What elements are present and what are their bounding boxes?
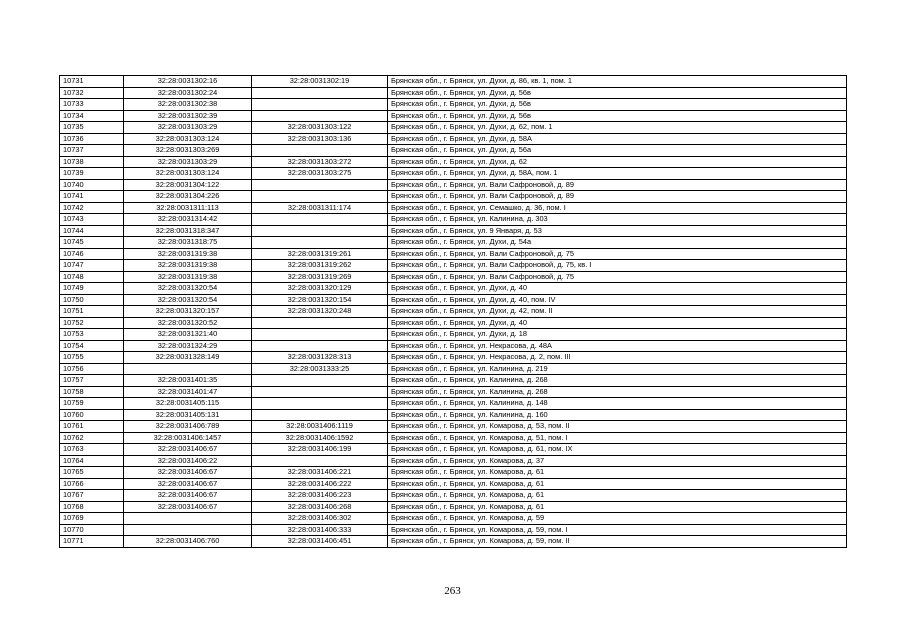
table-row xyxy=(60,214,847,226)
cadastral-number-cell: 32:28:0031406:67 xyxy=(124,490,252,502)
cadastral-number-cell: 32:28:0031406:22 xyxy=(124,455,252,467)
row-number-cell: 10749 xyxy=(60,283,124,295)
object-cadastral-number-cell: 32:28:0031406:451 xyxy=(252,536,388,548)
row-number-cell: 10747 xyxy=(60,260,124,272)
cadastral-number-cell: 32:28:0031314:42 xyxy=(124,214,252,226)
address-cell: Брянская обл., г. Брянск, ул. Духи, д. 62, пом. 1 xyxy=(388,122,847,134)
cadastral-number-cell: 32:28:0031304:226 xyxy=(124,191,252,203)
cadastral-number-cell: 32:28:0031401:35 xyxy=(124,375,252,387)
address-cell: Брянская обл., г. Брянск, ул. Духи, д. 18 xyxy=(388,329,847,341)
object-cadastral-number-cell: 32:28:0031406:268 xyxy=(252,501,388,513)
row-number-cell: 10751 xyxy=(60,306,124,318)
object-cadastral-number-cell xyxy=(252,99,388,111)
cadastral-number-cell: 32:28:0031303:124 xyxy=(124,133,252,145)
object-cadastral-number-cell xyxy=(252,340,388,352)
cadastral-number-cell: 32:28:0031319:38 xyxy=(124,248,252,260)
row-number-cell: 10743 xyxy=(60,214,124,226)
cadastral-number-cell: 32:28:0031318:75 xyxy=(124,237,252,249)
table-row xyxy=(60,225,847,237)
address-cell: Брянская обл., г. Брянск, ул. Комарова, д. 61 xyxy=(388,501,847,513)
address-cell: Брянская обл., г. Брянск, ул. Комарова, д. 61 xyxy=(388,467,847,479)
object-cadastral-number-cell: 32:28:0031333:25 xyxy=(252,363,388,375)
cadastral-number-cell: 32:28:0031320:157 xyxy=(124,306,252,318)
address-cell: Брянская обл., г. Брянск, ул. Духи, д. 56в xyxy=(388,99,847,111)
table-row xyxy=(60,467,847,479)
table-row xyxy=(60,513,847,525)
address-cell: Брянская обл., г. Брянск, ул. Комарова, д. 51, пом. I xyxy=(388,432,847,444)
cadastral-number-cell: 32:28:0031406:1457 xyxy=(124,432,252,444)
cadastral-number-cell: 32:28:0031406:67 xyxy=(124,478,252,490)
row-number-cell: 10737 xyxy=(60,145,124,157)
table-row xyxy=(60,524,847,536)
address-cell: Брянская обл., г. Брянск, ул. Комарова, д. 59 xyxy=(388,513,847,525)
object-cadastral-number-cell: 32:28:0031319:269 xyxy=(252,271,388,283)
address-cell: Брянская обл., г. Брянск, ул. Духи, д. 54а xyxy=(388,237,847,249)
cadastral-number-cell: 32:28:0031406:67 xyxy=(124,444,252,456)
object-cadastral-number-cell xyxy=(252,398,388,410)
address-cell: Брянская обл., г. Брянск, ул. Калинина, д. 303 xyxy=(388,214,847,226)
row-number-cell: 10767 xyxy=(60,490,124,502)
table-row xyxy=(60,352,847,364)
address-cell: Брянская обл., г. Брянск, ул. Семашко, д. 36, пом. I xyxy=(388,202,847,214)
address-cell: Брянская обл., г. Брянск, ул. Комарова, д. 53, пом. II xyxy=(388,421,847,433)
cadastral-number-cell: 32:28:0031319:38 xyxy=(124,260,252,272)
address-cell: Брянская обл., г. Брянск, ул. Комарова, д. 61 xyxy=(388,490,847,502)
row-number-cell: 10766 xyxy=(60,478,124,490)
object-cadastral-number-cell: 32:28:0031303:275 xyxy=(252,168,388,180)
object-cadastral-number-cell xyxy=(252,110,388,122)
table-row xyxy=(60,202,847,214)
table-row xyxy=(60,133,847,145)
table-row xyxy=(60,329,847,341)
row-number-cell: 10738 xyxy=(60,156,124,168)
registry-table xyxy=(59,75,847,548)
cadastral-number-cell: 32:28:0031302:16 xyxy=(124,76,252,88)
object-cadastral-number-cell xyxy=(252,375,388,387)
cadastral-number-cell: 32:28:0031324:29 xyxy=(124,340,252,352)
object-cadastral-number-cell xyxy=(252,386,388,398)
object-cadastral-number-cell: 32:28:0031406:1119 xyxy=(252,421,388,433)
table-row xyxy=(60,168,847,180)
address-cell: Брянская обл., г. Брянск, ул. Калинина, д. 160 xyxy=(388,409,847,421)
object-cadastral-number-cell: 32:28:0031406:1592 xyxy=(252,432,388,444)
row-number-cell: 10756 xyxy=(60,363,124,375)
address-cell: Брянская обл., г. Брянск, ул. Калинина, д. 268 xyxy=(388,375,847,387)
row-number-cell: 10744 xyxy=(60,225,124,237)
address-cell: Брянская обл., г. Брянск, ул. Вали Сафроновой, д. 89 xyxy=(388,191,847,203)
object-cadastral-number-cell: 32:28:0031406:302 xyxy=(252,513,388,525)
cadastral-number-cell: 32:28:0031303:124 xyxy=(124,168,252,180)
row-number-cell: 10760 xyxy=(60,409,124,421)
address-cell: Брянская обл., г. Брянск, ул. Духи, д. 58А, пом. 1 xyxy=(388,168,847,180)
address-cell: Брянская обл., г. Брянск, ул. Калинина, д. 268 xyxy=(388,386,847,398)
table-row xyxy=(60,536,847,548)
row-number-cell: 10770 xyxy=(60,524,124,536)
object-cadastral-number-cell: 32:28:0031319:261 xyxy=(252,248,388,260)
row-number-cell: 10733 xyxy=(60,99,124,111)
table-row xyxy=(60,283,847,295)
table-row xyxy=(60,191,847,203)
object-cadastral-number-cell xyxy=(252,237,388,249)
table-row xyxy=(60,87,847,99)
table-row xyxy=(60,409,847,421)
table-row xyxy=(60,248,847,260)
cadastral-number-cell: 32:28:0031405:115 xyxy=(124,398,252,410)
cadastral-number-cell: 32:28:0031406:789 xyxy=(124,421,252,433)
address-cell: Брянская обл., г. Брянск, ул. Вали Сафроновой, д. 75 xyxy=(388,248,847,260)
page-number: 263 xyxy=(444,585,461,597)
cadastral-number-cell: 32:28:0031320:54 xyxy=(124,283,252,295)
row-number-cell: 10769 xyxy=(60,513,124,525)
object-cadastral-number-cell: 32:28:0031406:223 xyxy=(252,490,388,502)
object-cadastral-number-cell: 32:28:0031406:221 xyxy=(252,467,388,479)
cadastral-number-cell xyxy=(124,524,252,536)
cadastral-number-cell: 32:28:0031401:47 xyxy=(124,386,252,398)
object-cadastral-number-cell: 32:28:0031303:272 xyxy=(252,156,388,168)
cadastral-number-cell: 32:28:0031303:269 xyxy=(124,145,252,157)
table-row xyxy=(60,432,847,444)
row-number-cell: 10754 xyxy=(60,340,124,352)
address-cell: Брянская обл., г. Брянск, ул. Калинина, д. 219 xyxy=(388,363,847,375)
row-number-cell: 10736 xyxy=(60,133,124,145)
table-row xyxy=(60,398,847,410)
row-number-cell: 10752 xyxy=(60,317,124,329)
address-cell: Брянская обл., г. Брянск, ул. Вали Сафроновой, д. 75, кв. I xyxy=(388,260,847,272)
cadastral-number-cell: 32:28:0031303:29 xyxy=(124,122,252,134)
cadastral-number-cell: 32:28:0031320:54 xyxy=(124,294,252,306)
cadastral-number-cell: 32:28:0031304:122 xyxy=(124,179,252,191)
address-cell: Брянская обл., г. Брянск, ул. Духи, д. 56в xyxy=(388,110,847,122)
object-cadastral-number-cell xyxy=(252,145,388,157)
object-cadastral-number-cell: 32:28:0031303:136 xyxy=(252,133,388,145)
registry-table-body xyxy=(60,76,847,548)
cadastral-number-cell: 32:28:0031302:38 xyxy=(124,99,252,111)
table-row xyxy=(60,490,847,502)
cadastral-number-cell: 32:28:0031406:67 xyxy=(124,467,252,479)
row-number-cell: 10761 xyxy=(60,421,124,433)
table-row xyxy=(60,145,847,157)
object-cadastral-number-cell: 32:28:0031320:129 xyxy=(252,283,388,295)
address-cell: Брянская обл., г. Брянск, ул. Некрасова, д. 2, пом. III xyxy=(388,352,847,364)
object-cadastral-number-cell xyxy=(252,87,388,99)
cadastral-number-cell xyxy=(124,513,252,525)
cadastral-number-cell xyxy=(124,363,252,375)
cadastral-number-cell: 32:28:0031302:24 xyxy=(124,87,252,99)
address-cell: Брянская обл., г. Брянск, ул. 9 Января, д. 53 xyxy=(388,225,847,237)
address-cell: Брянская обл., г. Брянск, ул. Духи, д. 40 xyxy=(388,317,847,329)
object-cadastral-number-cell xyxy=(252,214,388,226)
cadastral-number-cell: 32:28:0031318:347 xyxy=(124,225,252,237)
address-cell: Брянская обл., г. Брянск, ул. Некрасова, д. 48А xyxy=(388,340,847,352)
object-cadastral-number-cell: 32:28:0031311:174 xyxy=(252,202,388,214)
table-row xyxy=(60,386,847,398)
row-number-cell: 10741 xyxy=(60,191,124,203)
row-number-cell: 10758 xyxy=(60,386,124,398)
table-row xyxy=(60,317,847,329)
table-row xyxy=(60,260,847,272)
table-row xyxy=(60,501,847,513)
address-cell: Брянская обл., г. Брянск, ул. Духи, д. 62 xyxy=(388,156,847,168)
table-row xyxy=(60,375,847,387)
cadastral-number-cell: 32:28:0031303:29 xyxy=(124,156,252,168)
cadastral-number-cell: 32:28:0031405:131 xyxy=(124,409,252,421)
address-cell: Брянская обл., г. Брянск, ул. Комарова, д. 59, пом. II xyxy=(388,536,847,548)
row-number-cell: 10735 xyxy=(60,122,124,134)
table-row xyxy=(60,478,847,490)
table-row xyxy=(60,421,847,433)
table-row xyxy=(60,110,847,122)
table-row xyxy=(60,455,847,467)
address-cell: Брянская обл., г. Брянск, ул. Духи, д. 56а xyxy=(388,145,847,157)
row-number-cell: 10740 xyxy=(60,179,124,191)
cadastral-number-cell: 32:28:0031320:52 xyxy=(124,317,252,329)
address-cell: Брянская обл., г. Брянск, ул. Комарова, д. 59, пом. I xyxy=(388,524,847,536)
object-cadastral-number-cell: 32:28:0031320:154 xyxy=(252,294,388,306)
table-row xyxy=(60,99,847,111)
object-cadastral-number-cell: 32:28:0031406:222 xyxy=(252,478,388,490)
cadastral-number-cell: 32:28:0031406:67 xyxy=(124,501,252,513)
object-cadastral-number-cell: 32:28:0031302:19 xyxy=(252,76,388,88)
row-number-cell: 10759 xyxy=(60,398,124,410)
row-number-cell: 10748 xyxy=(60,271,124,283)
row-number-cell: 10768 xyxy=(60,501,124,513)
object-cadastral-number-cell xyxy=(252,455,388,467)
address-cell: Брянская обл., г. Брянск, ул. Духи, д. 40, пом. IV xyxy=(388,294,847,306)
row-number-cell: 10755 xyxy=(60,352,124,364)
row-number-cell: 10753 xyxy=(60,329,124,341)
table-row xyxy=(60,271,847,283)
object-cadastral-number-cell xyxy=(252,225,388,237)
row-number-cell: 10763 xyxy=(60,444,124,456)
row-number-cell: 10732 xyxy=(60,87,124,99)
address-cell: Брянская обл., г. Брянск, ул. Духи, д. 86, кв. 1, пом. 1 xyxy=(388,76,847,88)
row-number-cell: 10746 xyxy=(60,248,124,260)
cadastral-number-cell: 32:28:0031321:40 xyxy=(124,329,252,341)
row-number-cell: 10734 xyxy=(60,110,124,122)
table-row xyxy=(60,363,847,375)
cadastral-number-cell: 32:28:0031328:149 xyxy=(124,352,252,364)
table-row xyxy=(60,444,847,456)
address-cell: Брянская обл., г. Брянск, ул. Духи, д. 56в xyxy=(388,87,847,99)
row-number-cell: 10742 xyxy=(60,202,124,214)
row-number-cell: 10731 xyxy=(60,76,124,88)
address-cell: Брянская обл., г. Брянск, ул. Комарова, д. 61 xyxy=(388,478,847,490)
object-cadastral-number-cell xyxy=(252,179,388,191)
row-number-cell: 10764 xyxy=(60,455,124,467)
row-number-cell: 10739 xyxy=(60,168,124,180)
address-cell: Брянская обл., г. Брянск, ул. Духи, д. 40 xyxy=(388,283,847,295)
address-cell: Брянская обл., г. Брянск, ул. Духи, д. 58А xyxy=(388,133,847,145)
address-cell: Брянская обл., г. Брянск, ул. Вали Сафроновой, д. 75 xyxy=(388,271,847,283)
row-number-cell: 10757 xyxy=(60,375,124,387)
table-row xyxy=(60,179,847,191)
object-cadastral-number-cell: 32:28:0031406:333 xyxy=(252,524,388,536)
address-cell: Брянская обл., г. Брянск, ул. Комарова, д. 37 xyxy=(388,455,847,467)
object-cadastral-number-cell xyxy=(252,317,388,329)
object-cadastral-number-cell: 32:28:0031319:262 xyxy=(252,260,388,272)
table-row xyxy=(60,306,847,318)
table-row xyxy=(60,294,847,306)
address-cell: Брянская обл., г. Брянск, ул. Вали Сафроновой, д. 89 xyxy=(388,179,847,191)
row-number-cell: 10750 xyxy=(60,294,124,306)
cadastral-number-cell: 32:28:0031319:38 xyxy=(124,271,252,283)
object-cadastral-number-cell: 32:28:0031303:122 xyxy=(252,122,388,134)
table-row xyxy=(60,76,847,88)
object-cadastral-number-cell xyxy=(252,409,388,421)
row-number-cell: 10771 xyxy=(60,536,124,548)
object-cadastral-number-cell xyxy=(252,191,388,203)
address-cell: Брянская обл., г. Брянск, ул. Комарова, д. 61, пом. IX xyxy=(388,444,847,456)
row-number-cell: 10745 xyxy=(60,237,124,249)
address-cell: Брянская обл., г. Брянск, ул. Духи, д. 42, пом. II xyxy=(388,306,847,318)
table-row xyxy=(60,122,847,134)
object-cadastral-number-cell xyxy=(252,329,388,341)
row-number-cell: 10765 xyxy=(60,467,124,479)
cadastral-number-cell: 32:28:0031406:760 xyxy=(124,536,252,548)
row-number-cell: 10762 xyxy=(60,432,124,444)
cadastral-number-cell: 32:28:0031311:113 xyxy=(124,202,252,214)
object-cadastral-number-cell: 32:28:0031328:313 xyxy=(252,352,388,364)
table-row xyxy=(60,340,847,352)
object-cadastral-number-cell: 32:28:0031320:248 xyxy=(252,306,388,318)
cadastral-number-cell: 32:28:0031302:39 xyxy=(124,110,252,122)
table-row xyxy=(60,237,847,249)
address-cell: Брянская обл., г. Брянск, ул. Калинина, д. 148 xyxy=(388,398,847,410)
table-row xyxy=(60,156,847,168)
object-cadastral-number-cell: 32:28:0031406:199 xyxy=(252,444,388,456)
